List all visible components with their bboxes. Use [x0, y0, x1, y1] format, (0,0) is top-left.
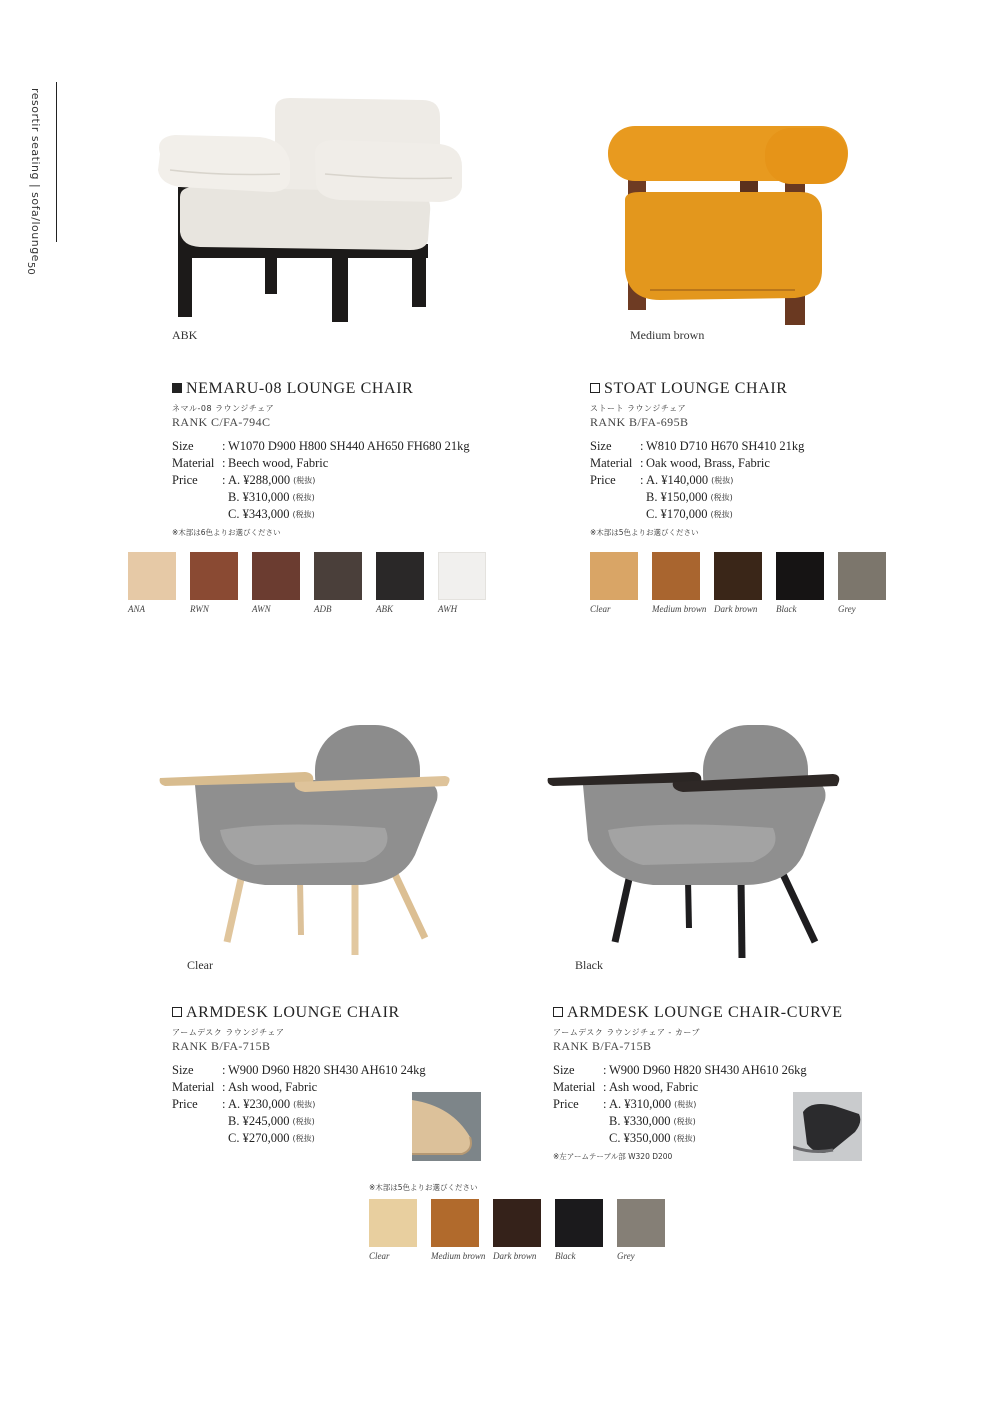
product-title: STOAT LOUNGE CHAIR	[590, 380, 788, 398]
armdesk-chair-photo	[155, 720, 455, 965]
page-number: 50	[25, 262, 36, 275]
wood-color-label: ABK	[376, 604, 393, 614]
armdesk-curve-chair-photo	[543, 720, 843, 965]
product-rank: RANK C/FA-794C	[172, 415, 271, 429]
wood-color-swatch	[376, 552, 424, 600]
product-rank: RANK B/FA-715B	[172, 1039, 271, 1053]
side-rule	[56, 82, 57, 242]
photo-caption: Black	[575, 958, 603, 972]
product-spec: Size : W900 D960 H820 SH430 AH610 24kg Material : Ash wood, Fabric Price : A. ¥230,000 (税抜) B. ¥245,000 (税抜) C. ¥270,000 (税抜)	[172, 1063, 426, 1145]
checkbox-icon	[172, 1007, 182, 1017]
armdesk-detail-photo	[412, 1092, 481, 1161]
wood-color-label: ADB	[314, 604, 332, 614]
nemaru-chair-photo	[150, 92, 470, 327]
product-kana: アームデスク ラウンジチェア - カーブ	[553, 1028, 700, 1037]
wood-color-label: Grey	[617, 1251, 635, 1261]
wood-color-label: RWN	[190, 604, 209, 614]
checkbox-icon	[553, 1007, 563, 1017]
wood-color-swatch	[652, 552, 700, 600]
wood-color-label: Dark brown	[714, 604, 758, 614]
armtable-note: ※左アームテーブル部 W320 D200	[553, 1152, 673, 1161]
product-kana: ネマル-08 ラウンジチェア	[172, 404, 275, 413]
wood-color-label: AWN	[252, 604, 271, 614]
wood-color-label: Grey	[838, 604, 856, 614]
wood-color-label: Clear	[590, 604, 611, 614]
wood-color-swatch	[776, 552, 824, 600]
product-spec: Size : W900 D960 H820 SH430 AH610 26kg Material : Ash wood, Fabric Price : A. ¥310,000 (税抜) B. ¥330,000 (税抜) C. ¥350,000 (税抜)	[553, 1063, 807, 1145]
selected-checkbox-icon	[172, 383, 182, 393]
wood-color-swatch	[838, 552, 886, 600]
wood-color-label: AWH	[438, 604, 458, 614]
product-title: ARMDESK LOUNGE CHAIR-CURVE	[553, 1004, 843, 1022]
wood-color-label: ANA	[128, 604, 145, 614]
wood-color-swatch	[314, 552, 362, 600]
product-spec: Size : W810 D710 H670 SH410 21kg Material : Oak wood, Brass, Fabric Price : A. ¥140,000 (税抜) B. ¥150,000 (税抜) C. ¥170,000 (税抜)	[590, 439, 805, 521]
wood-color-swatch	[438, 552, 486, 600]
wood-color-swatch	[617, 1199, 665, 1247]
wood-color-label: Black	[555, 1251, 576, 1261]
stoat-chair-photo	[600, 120, 855, 330]
wood-color-swatch	[252, 552, 300, 600]
wood-color-label: Medium brown	[652, 604, 707, 614]
product-spec: Size : W1070 D900 H800 SH440 AH650 FH680 21kg Material : Beech wood, Fabric Price : A. ¥288,000 (税抜) B. ¥310,000 (税抜) C. ¥343,000 (税抜)	[172, 439, 470, 521]
wood-note: ※木部は5色よりお選びください	[369, 1183, 478, 1192]
wood-color-swatch	[493, 1199, 541, 1247]
product-kana: アームデスク ラウンジチェア	[172, 1028, 285, 1037]
wood-color-label: Dark brown	[493, 1251, 537, 1261]
wood-color-label: Medium brown	[431, 1251, 486, 1261]
wood-color-swatch	[431, 1199, 479, 1247]
photo-caption: Medium brown	[630, 328, 705, 342]
wood-note: ※木部は6色よりお選びください	[172, 528, 281, 537]
wood-color-label: Black	[776, 604, 797, 614]
wood-note: ※木部は5色よりお選びください	[590, 528, 699, 537]
armdesk-curve-detail-photo	[793, 1092, 862, 1161]
wood-color-swatch	[128, 552, 176, 600]
product-kana: ストート ラウンジチェア	[590, 404, 687, 413]
photo-caption: Clear	[187, 958, 213, 972]
product-title: ARMDESK LOUNGE CHAIR	[172, 1004, 400, 1022]
wood-color-swatch	[590, 552, 638, 600]
photo-caption: ABK	[172, 328, 198, 342]
product-rank: RANK B/FA-715B	[553, 1039, 652, 1053]
section-label: resortir seating | sofa/lounge	[29, 88, 42, 262]
product-rank: RANK B/FA-695B	[590, 415, 689, 429]
wood-color-swatch	[369, 1199, 417, 1247]
product-title: NEMARU-08 LOUNGE CHAIR	[172, 380, 413, 398]
wood-color-swatch	[555, 1199, 603, 1247]
wood-color-label: Clear	[369, 1251, 390, 1261]
wood-color-swatch	[714, 552, 762, 600]
wood-color-swatch	[190, 552, 238, 600]
checkbox-icon	[590, 383, 600, 393]
